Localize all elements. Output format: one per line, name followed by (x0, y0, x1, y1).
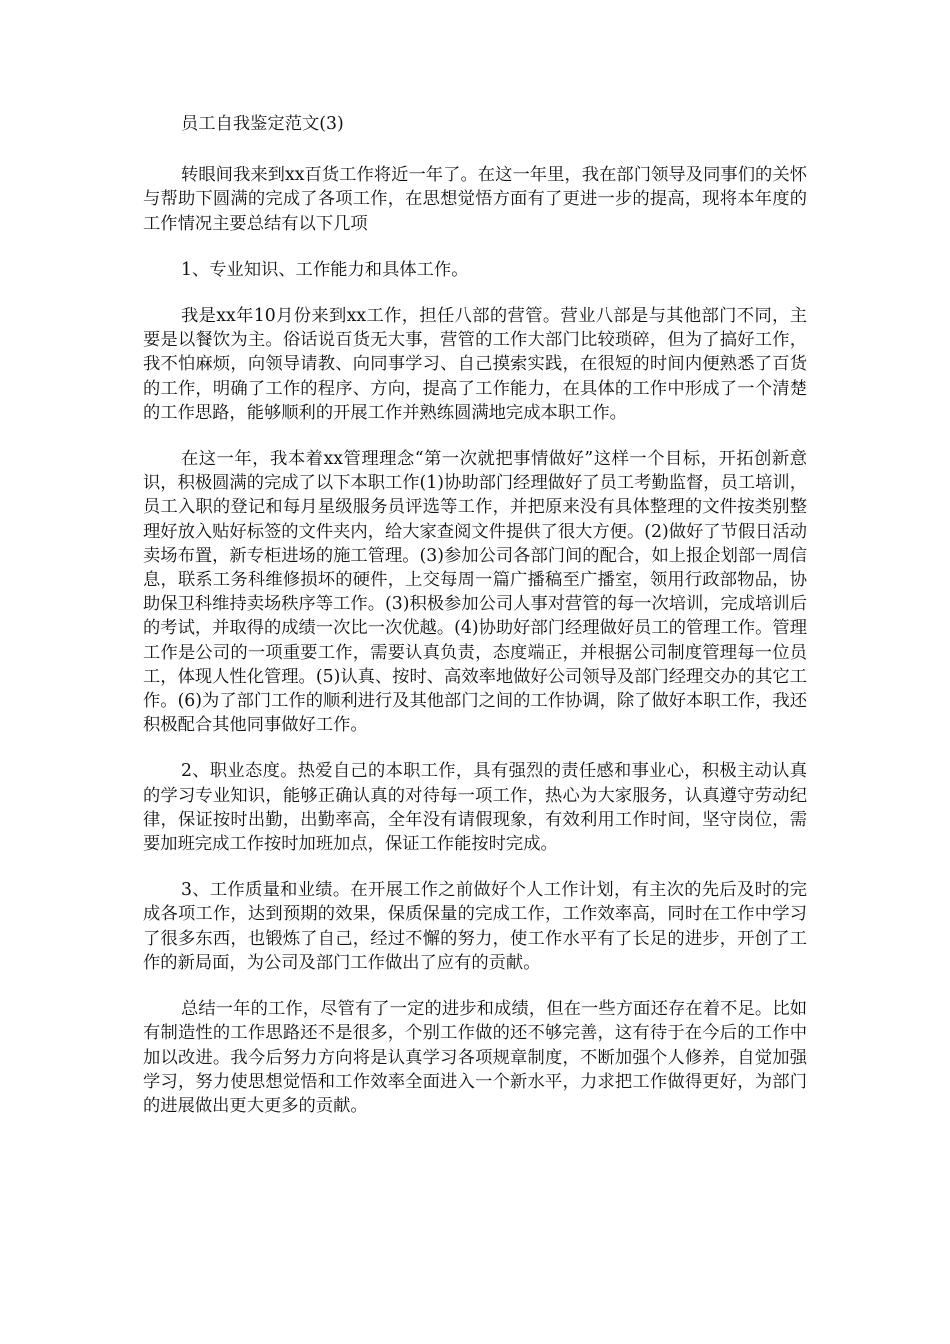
paragraph-summary: 总结一年的工作，尽管有了一定的进步和成绩，但在一些方面还存在着不足。比如有制造性的工作思路还不是很多，个别工作做的还不够完善，这有待于在今后的工作中加以改进。我今后努力方向将是认真学习各项规章制度，不断加强个人修养，自觉加强学习，努力使思想觉悟和工作效率全面进入一个新水平，力求把工作做得更好，为部门的进展做出更大更多的贡献。 (143, 999, 807, 1116)
paragraph-section-3: 3、工作质量和业绩。在开展工作之前做好个人工作计划，有主次的先后及时的完成各项工作，达到预期的效果，保质保量的完成工作，工作效率高，同时在工作中学习了很多东西，也锻炼了自己，经过不懈的努力，使工作水平有了长足的进步，开创了工作的新局面，为公司及部门工作做出了应有的贡献。 (143, 880, 807, 973)
paragraph-work-items: 在这一年，我本着xx管理理念“第一次就把事情做好”这样一个目标，开拓创新意识，积极圆满的完成了以下本职工作(1)协助部门经理做好了员工考勤监督，员工培训，员工入职的登记和每月星级服务员评选等工作，并把原来没有具体整理的文件按类别整理好放入贴好标签的文件夹内，给大家查阅文件提供了很大方便。(2)做好了节假日活动卖场布置，新专柜进场的施工管理。(3)参加公司各部门间的配合，如上报企划部一周信息，联系工务科维修损坏的硬件，上交每周一篇广播稿至广播室，领用行政部物品，协助保卫科维持卖场秩序等工作。(3)积极参加公司人事对营管的每一次培训，完成培训后的考试，并取得的成绩一次比一次优越。(4)协助好部门经理做好员工的管理工作。管理工作是公司的一项重要工作，需要认真负责，态度端正，并根据公司制度管理每一位员工，体现人性化管理。(5)认真、按时、高效率地做好公司领导及部门经理交办的其它工作。(6)为了部门工作的顺利进行及其他部门之间的工作协调，除了做好本职工作，我还积极配合其他同事做好工作。 (143, 449, 807, 736)
document-body (143, 112, 807, 1140)
paragraph-section-1: 我是xx年10月份来到xx工作，担任八部的营管。营业八部是与其他部门不同，主要是以餐饮为主。俗话说百货无大事，营管的工作大部门比较琐碎，但为了搞好工作，我不怕麻烦，向领导请教、向同事学习、自己摸索实践，在很短的时间内便熟悉了百货的工作，明确了工作的程序、方向，提高了工作能力，在具体的工作中形成了一个清楚的工作思路，能够顺利的开展工作并熟练圆满地完成本职工作。 (143, 306, 807, 423)
paragraph-intro: 转眼间我来到xx百货工作将近一年了。在这一年里，我在部门领导及同事们的关怀与帮助下圆满的完成了各项工作，在思想觉悟方面有了更进一步的提高，现将本年度的工作情况主要总结有以下几项 (143, 165, 807, 234)
document-title: 员工自我鉴定范文(3) (181, 114, 344, 134)
section-heading-1: 1、专业知识、工作能力和具体工作。 (181, 259, 469, 280)
paragraph-section-2: 2、职业态度。热爱自己的本职工作，具有强烈的责任感和事业心，积极主动认真的学习专业知识，能够正确认真的对待每一项工作，热心为大家服务，认真遵守劳动纪律，保证按时出勤，出勤率高，全年没有请假现象，有效利用工作时间，坚守岗位，需要加班完成工作按时加班加点，保证工作能按时完成。 (143, 761, 807, 855)
